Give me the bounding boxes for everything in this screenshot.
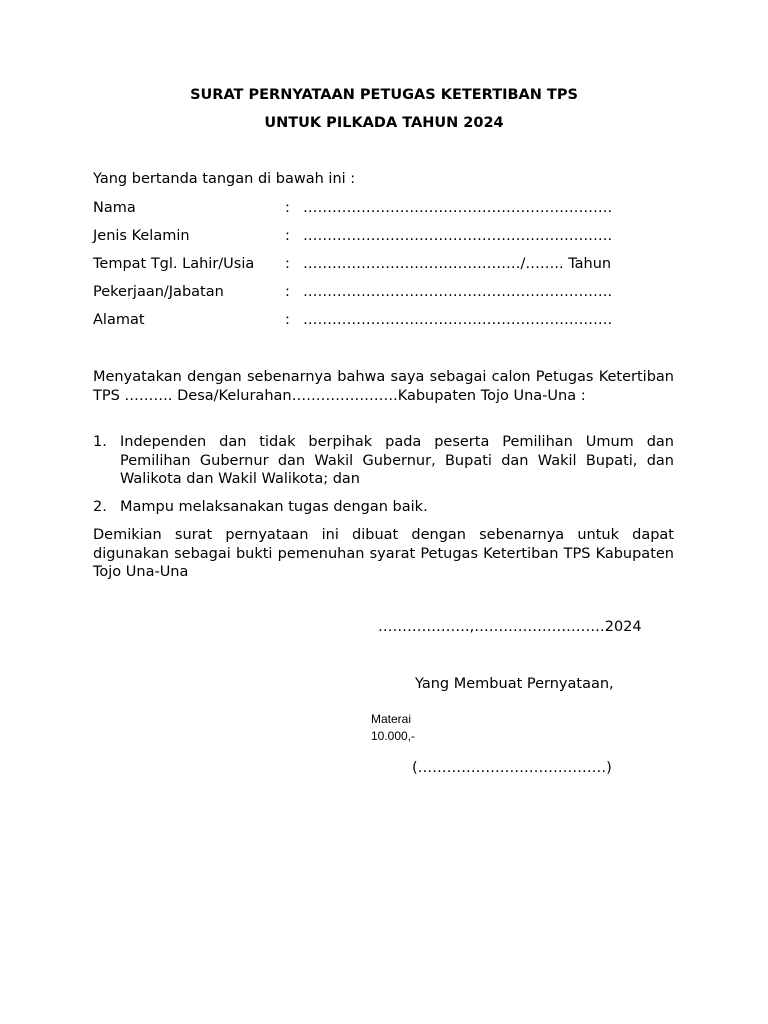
field-colon: : — [285, 256, 290, 272]
signature-name-line: (…………………………………) — [412, 760, 612, 776]
field-label: Jenis Kelamin — [93, 228, 190, 244]
signature-place-date: ……………….,………………………2024 — [378, 619, 642, 635]
field-label: Pekerjaan/Jabatan — [93, 284, 224, 300]
field-value-blank: ………………………………………………………. — [303, 228, 613, 244]
field-colon: : — [285, 228, 290, 244]
list-number: 1. — [93, 434, 107, 450]
field-value-blank: ………………………………………………………. — [303, 200, 613, 216]
document-title-line-1: SURAT PERNYATAAN PETUGAS KETERTIBAN TPS — [190, 87, 578, 103]
field-label: Tempat Tgl. Lahir/Usia — [93, 256, 255, 272]
list-text: Independen dan tidak berpihak pada peserta Pemilihan Umum dan Pemilihan Gubernur dan Wakil Gubernur, Bupati dan Wakil Bupati, dan Walikota dan Wakil Walikota; dan — [120, 434, 674, 487]
field-label: Nama — [93, 200, 136, 216]
field-value-blank: ………………………………………/…….. Tahun — [303, 256, 612, 272]
field-value-blank: ………………………………………………………. — [303, 284, 613, 300]
list-text: Mampu melaksanakan tugas dengan baik. — [120, 499, 428, 515]
statement-paragraph: Menyatakan dengan sebenarnya bahwa saya sebagai calon Petugas Ketertiban TPS ………. Desa/Kelurahan………………….Kabupaten Tojo Una-Una : — [93, 369, 674, 404]
document-title-line-2: UNTUK PILKADA TAHUN 2024 — [264, 115, 504, 131]
field-colon: : — [285, 200, 290, 216]
materai-value: 10.000,- — [371, 728, 416, 743]
closing-paragraph: Demikian surat pernyataan ini dibuat dengan sebenarnya untuk dapat digunakan sebagai bukti pemenuhan syarat Petugas Ketertiban TPS Kabupaten Tojo Una-Una — [93, 527, 674, 580]
field-colon: : — [285, 312, 290, 328]
materai-label: Materai — [371, 712, 412, 726]
field-value-blank: ………………………………………………………. — [303, 312, 613, 328]
materai-stamp-note — [371, 711, 415, 744]
intro-text: Yang bertanda tangan di bawah ini : — [93, 171, 356, 187]
list-item — [93, 433, 674, 489]
list-item — [93, 498, 674, 517]
field-label: Alamat — [93, 312, 145, 328]
signature-maker-label: Yang Membuat Pernyataan, — [415, 676, 614, 692]
field-colon: : — [285, 284, 290, 300]
list-number: 2. — [93, 499, 107, 515]
